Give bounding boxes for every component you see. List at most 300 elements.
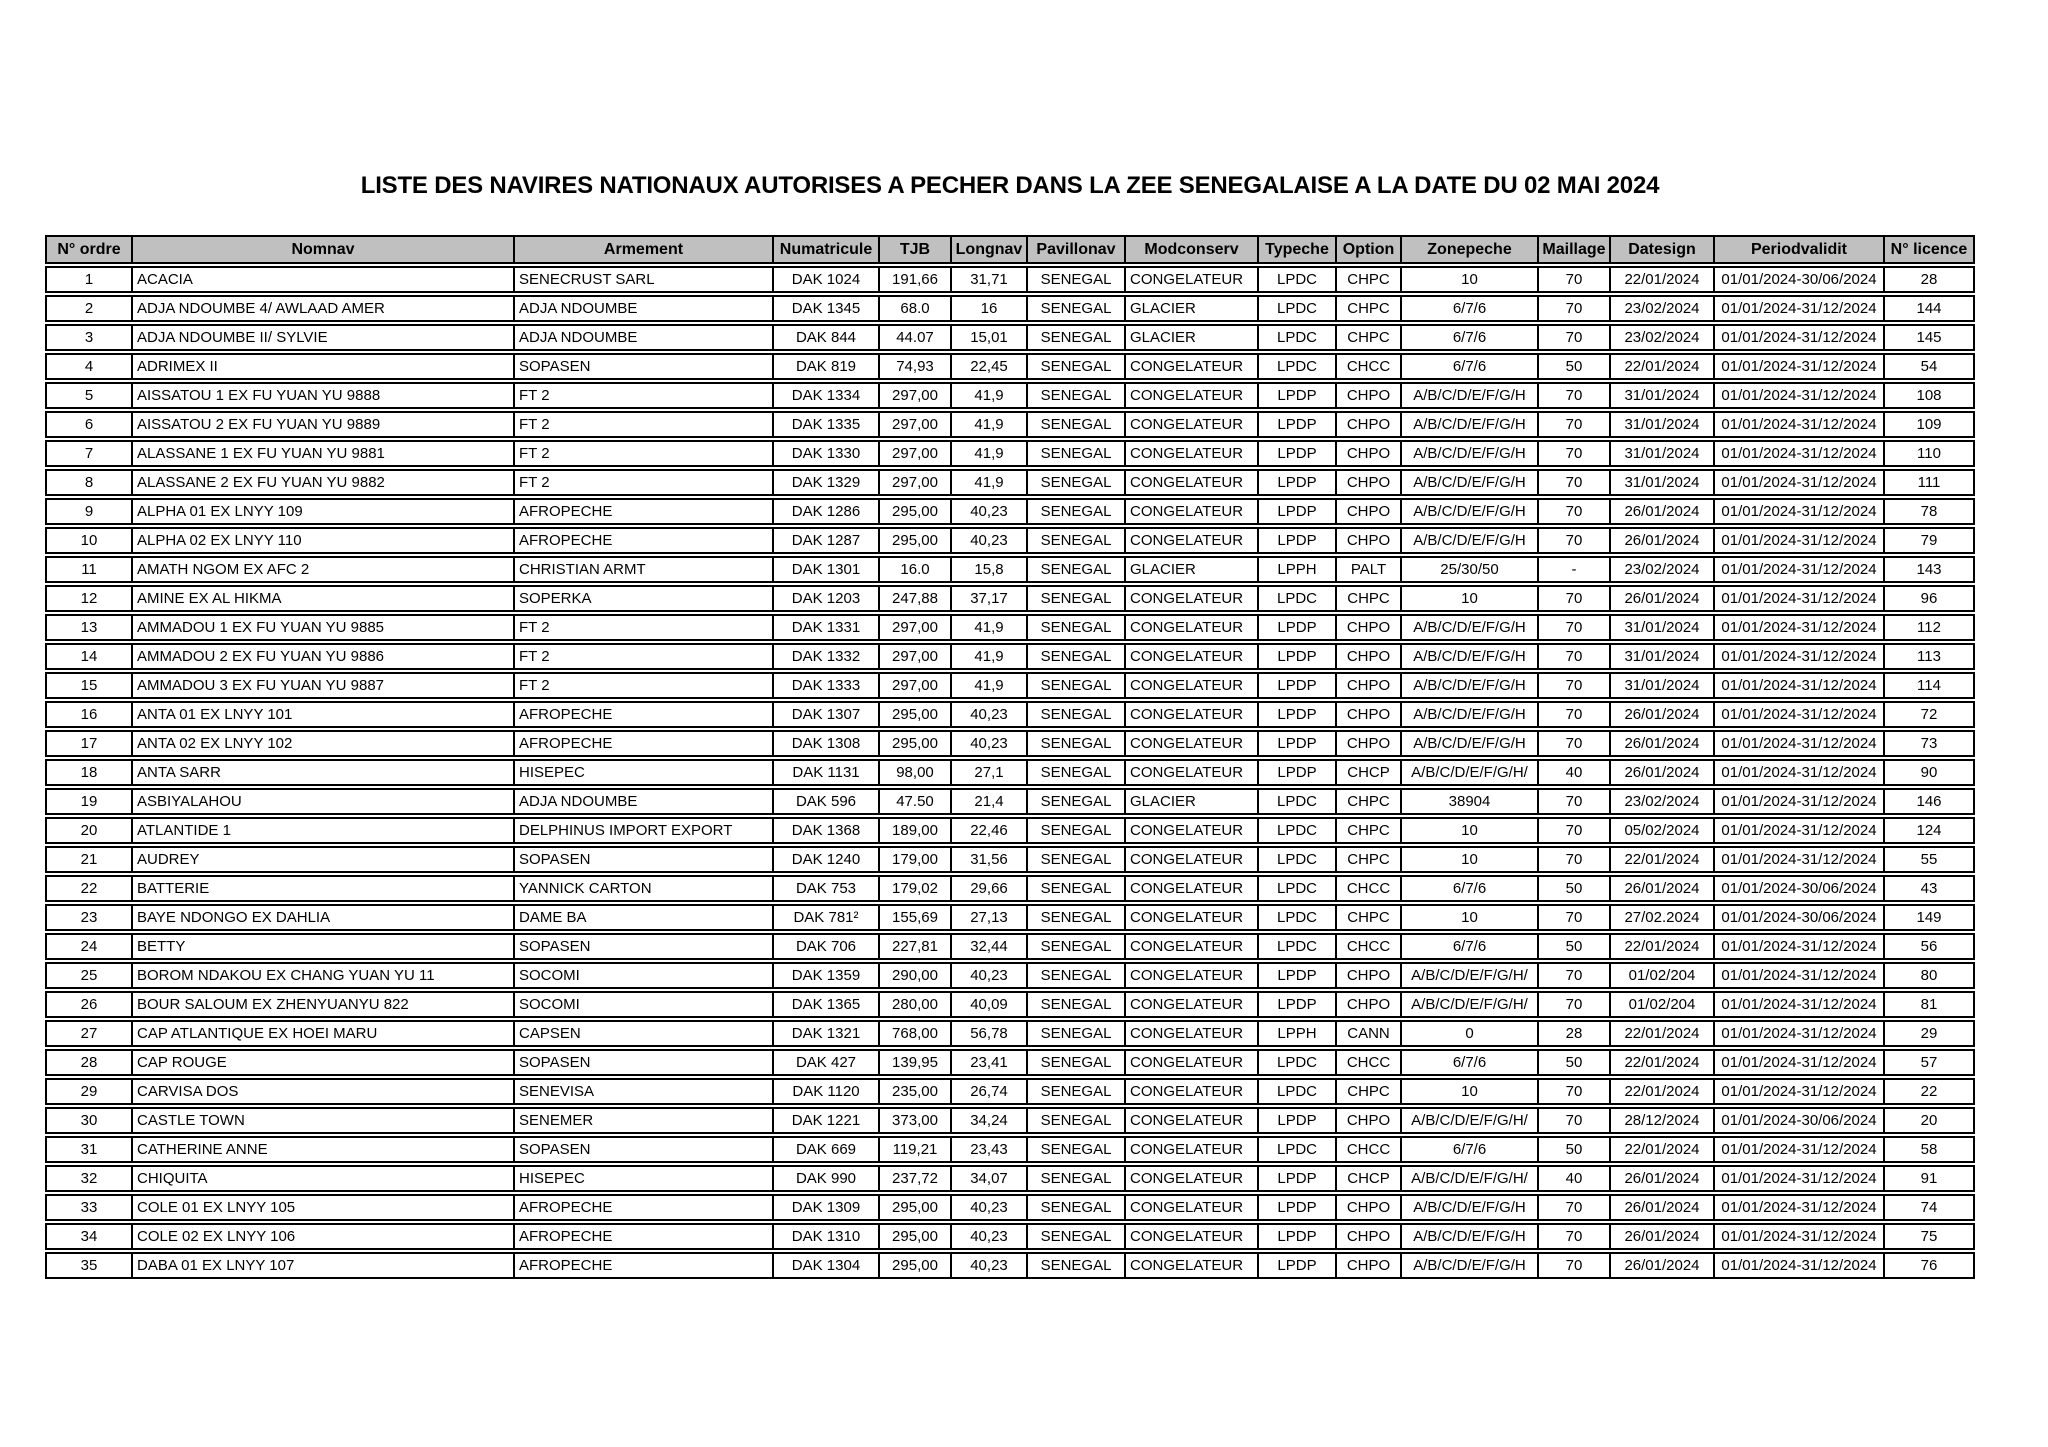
cell-datesign: 23/02/2024 <box>1610 788 1714 815</box>
cell-maillage: 40 <box>1538 1165 1610 1192</box>
cell-nomnav: ATLANTIDE 1 <box>132 817 514 844</box>
cell-modconserv: CONGELATEUR <box>1125 440 1258 467</box>
cell-datesign: 01/02/204 <box>1610 991 1714 1018</box>
cell-typeche: LPDP <box>1258 759 1336 786</box>
cell-pavillonav: SENEGAL <box>1027 353 1125 380</box>
cell-periodvalidit: 01/01/2024-31/12/2024 <box>1714 556 1884 583</box>
cell-licence: 90 <box>1884 759 1975 786</box>
cell-maillage: 70 <box>1538 788 1610 815</box>
cell-zonepeche: A/B/C/D/E/F/G/H <box>1401 643 1538 670</box>
cell-datesign: 26/01/2024 <box>1610 1194 1714 1221</box>
cell-ordre: 22 <box>45 875 132 902</box>
cell-option: CHCP <box>1336 759 1401 786</box>
cell-longnav: 40,23 <box>951 1194 1027 1221</box>
cell-ordre: 35 <box>45 1252 132 1279</box>
cell-modconserv: CONGELATEUR <box>1125 875 1258 902</box>
cell-typeche: LPDC <box>1258 585 1336 612</box>
cell-numatricule: DAK 1131 <box>773 759 879 786</box>
cell-tjb: 297,00 <box>879 643 951 670</box>
cell-ordre: 3 <box>45 324 132 351</box>
cell-ordre: 26 <box>45 991 132 1018</box>
cell-longnav: 34,07 <box>951 1165 1027 1192</box>
cell-typeche: LPDC <box>1258 933 1336 960</box>
cell-periodvalidit: 01/01/2024-31/12/2024 <box>1714 1078 1884 1105</box>
cell-longnav: 37,17 <box>951 585 1027 612</box>
cell-modconserv: CONGELATEUR <box>1125 1252 1258 1279</box>
cell-periodvalidit: 01/01/2024-31/12/2024 <box>1714 1194 1884 1221</box>
cell-modconserv: CONGELATEUR <box>1125 962 1258 989</box>
cell-pavillonav: SENEGAL <box>1027 266 1125 293</box>
cell-option: CHPC <box>1336 295 1401 322</box>
cell-armement: FT 2 <box>514 643 773 670</box>
cell-modconserv: CONGELATEUR <box>1125 643 1258 670</box>
cell-maillage: 70 <box>1538 1223 1610 1250</box>
cell-licence: 110 <box>1884 440 1975 467</box>
cell-armement: ADJA NDOUMBE <box>514 788 773 815</box>
column-header-maillage: Maillage <box>1538 235 1610 264</box>
cell-licence: 109 <box>1884 411 1975 438</box>
cell-armement: FT 2 <box>514 382 773 409</box>
table-row <box>45 1136 1975 1163</box>
cell-maillage: 70 <box>1538 440 1610 467</box>
cell-maillage: 40 <box>1538 759 1610 786</box>
cell-numatricule: DAK 1240 <box>773 846 879 873</box>
table-header <box>45 235 1975 264</box>
cell-longnav: 23,41 <box>951 1049 1027 1076</box>
cell-datesign: 23/02/2024 <box>1610 295 1714 322</box>
cell-longnav: 41,9 <box>951 469 1027 496</box>
cell-numatricule: DAK 1329 <box>773 469 879 496</box>
table-row <box>45 295 1975 322</box>
table-row <box>45 440 1975 467</box>
cell-nomnav: ACACIA <box>132 266 514 293</box>
cell-typeche: LPDP <box>1258 1252 1336 1279</box>
cell-licence: 108 <box>1884 382 1975 409</box>
column-header-ordre: N° ordre <box>45 235 132 264</box>
cell-nomnav: BETTY <box>132 933 514 960</box>
cell-numatricule: DAK 781² <box>773 904 879 931</box>
cell-typeche: LPDP <box>1258 643 1336 670</box>
table-row <box>45 1194 1975 1221</box>
cell-typeche: LPDP <box>1258 962 1336 989</box>
cell-modconserv: GLACIER <box>1125 556 1258 583</box>
cell-option: CHPC <box>1336 266 1401 293</box>
cell-typeche: LPDC <box>1258 904 1336 931</box>
cell-periodvalidit: 01/01/2024-30/06/2024 <box>1714 904 1884 931</box>
cell-modconserv: CONGELATEUR <box>1125 1107 1258 1134</box>
cell-licence: 58 <box>1884 1136 1975 1163</box>
table-row <box>45 1107 1975 1134</box>
cell-modconserv: CONGELATEUR <box>1125 498 1258 525</box>
cell-tjb: 295,00 <box>879 1194 951 1221</box>
cell-ordre: 6 <box>45 411 132 438</box>
cell-licence: 54 <box>1884 353 1975 380</box>
cell-typeche: LPDP <box>1258 1194 1336 1221</box>
cell-periodvalidit: 01/01/2024-31/12/2024 <box>1714 324 1884 351</box>
cell-typeche: LPDP <box>1258 498 1336 525</box>
header-row <box>45 235 1975 264</box>
cell-maillage: 70 <box>1538 1078 1610 1105</box>
cell-armement: SENECRUST SARL <box>514 266 773 293</box>
cell-numatricule: DAK 1330 <box>773 440 879 467</box>
cell-periodvalidit: 01/01/2024-31/12/2024 <box>1714 1136 1884 1163</box>
cell-armement: SOPASEN <box>514 353 773 380</box>
cell-nomnav: AMATH NGOM EX AFC 2 <box>132 556 514 583</box>
cell-maillage: 50 <box>1538 933 1610 960</box>
cell-modconserv: CONGELATEUR <box>1125 1020 1258 1047</box>
cell-periodvalidit: 01/01/2024-31/12/2024 <box>1714 846 1884 873</box>
cell-tjb: 297,00 <box>879 440 951 467</box>
cell-modconserv: CONGELATEUR <box>1125 1136 1258 1163</box>
cell-tjb: 98,00 <box>879 759 951 786</box>
table-row <box>45 1078 1975 1105</box>
cell-modconserv: CONGELATEUR <box>1125 614 1258 641</box>
table-row <box>45 933 1975 960</box>
cell-licence: 76 <box>1884 1252 1975 1279</box>
cell-pavillonav: SENEGAL <box>1027 904 1125 931</box>
cell-periodvalidit: 01/01/2024-31/12/2024 <box>1714 788 1884 815</box>
cell-option: CHPO <box>1336 469 1401 496</box>
cell-modconserv: CONGELATEUR <box>1125 527 1258 554</box>
cell-zonepeche: A/B/C/D/E/F/G/H <box>1401 1252 1538 1279</box>
cell-armement: SOPERKA <box>514 585 773 612</box>
cell-option: CHPO <box>1336 382 1401 409</box>
cell-typeche: LPDP <box>1258 730 1336 757</box>
cell-typeche: LPDC <box>1258 324 1336 351</box>
cell-numatricule: DAK 1203 <box>773 585 879 612</box>
cell-armement: CAPSEN <box>514 1020 773 1047</box>
cell-periodvalidit: 01/01/2024-31/12/2024 <box>1714 411 1884 438</box>
cell-numatricule: DAK 990 <box>773 1165 879 1192</box>
cell-nomnav: ANTA 01 EX LNYY 101 <box>132 701 514 728</box>
cell-typeche: LPDP <box>1258 991 1336 1018</box>
cell-option: PALT <box>1336 556 1401 583</box>
cell-licence: 143 <box>1884 556 1975 583</box>
cell-periodvalidit: 01/01/2024-31/12/2024 <box>1714 962 1884 989</box>
cell-periodvalidit: 01/01/2024-31/12/2024 <box>1714 469 1884 496</box>
cell-licence: 72 <box>1884 701 1975 728</box>
cell-zonepeche: A/B/C/D/E/F/G/H <box>1401 701 1538 728</box>
cell-option: CHCC <box>1336 1136 1401 1163</box>
cell-option: CHPO <box>1336 730 1401 757</box>
cell-typeche: LPDC <box>1258 817 1336 844</box>
cell-licence: 113 <box>1884 643 1975 670</box>
cell-numatricule: DAK 819 <box>773 353 879 380</box>
cell-modconserv: CONGELATEUR <box>1125 1194 1258 1221</box>
cell-option: CHPC <box>1336 817 1401 844</box>
cell-licence: 81 <box>1884 991 1975 1018</box>
cell-datesign: 26/01/2024 <box>1610 585 1714 612</box>
cell-armement: DELPHINUS IMPORT EXPORT <box>514 817 773 844</box>
cell-longnav: 41,9 <box>951 672 1027 699</box>
cell-nomnav: ADJA NDOUMBE 4/ AWLAAD AMER <box>132 295 514 322</box>
cell-datesign: 26/01/2024 <box>1610 701 1714 728</box>
cell-modconserv: CONGELATEUR <box>1125 1049 1258 1076</box>
column-header-modconserv: Modconserv <box>1125 235 1258 264</box>
cell-nomnav: BOROM NDAKOU EX CHANG YUAN YU 11 <box>132 962 514 989</box>
cell-ordre: 17 <box>45 730 132 757</box>
cell-periodvalidit: 01/01/2024-31/12/2024 <box>1714 817 1884 844</box>
cell-maillage: 50 <box>1538 353 1610 380</box>
cell-option: CHPO <box>1336 498 1401 525</box>
cell-periodvalidit: 01/01/2024-31/12/2024 <box>1714 1223 1884 1250</box>
cell-pavillonav: SENEGAL <box>1027 411 1125 438</box>
cell-option: CHPO <box>1336 1194 1401 1221</box>
cell-longnav: 40,23 <box>951 962 1027 989</box>
cell-ordre: 14 <box>45 643 132 670</box>
cell-nomnav: ANTA SARR <box>132 759 514 786</box>
cell-longnav: 40,23 <box>951 1223 1027 1250</box>
cell-datesign: 26/01/2024 <box>1610 1252 1714 1279</box>
cell-longnav: 32,44 <box>951 933 1027 960</box>
cell-datesign: 26/01/2024 <box>1610 527 1714 554</box>
table-row <box>45 846 1975 873</box>
cell-pavillonav: SENEGAL <box>1027 1020 1125 1047</box>
table-row <box>45 1252 1975 1279</box>
cell-modconserv: GLACIER <box>1125 324 1258 351</box>
cell-nomnav: CAP ATLANTIQUE EX HOEI MARU <box>132 1020 514 1047</box>
cell-licence: 144 <box>1884 295 1975 322</box>
cell-nomnav: AMMADOU 1 EX FU YUAN YU 9885 <box>132 614 514 641</box>
column-header-nomnav: Nomnav <box>132 235 514 264</box>
cell-pavillonav: SENEGAL <box>1027 701 1125 728</box>
cell-periodvalidit: 01/01/2024-31/12/2024 <box>1714 643 1884 670</box>
cell-periodvalidit: 01/01/2024-31/12/2024 <box>1714 1165 1884 1192</box>
cell-option: CHPO <box>1336 614 1401 641</box>
cell-option: CHPC <box>1336 585 1401 612</box>
cell-modconserv: CONGELATEUR <box>1125 730 1258 757</box>
cell-ordre: 5 <box>45 382 132 409</box>
table-row <box>45 817 1975 844</box>
cell-longnav: 31,56 <box>951 846 1027 873</box>
cell-longnav: 40,23 <box>951 701 1027 728</box>
cell-maillage: 70 <box>1538 382 1610 409</box>
cell-longnav: 15,8 <box>951 556 1027 583</box>
cell-numatricule: DAK 1334 <box>773 382 879 409</box>
cell-longnav: 40,09 <box>951 991 1027 1018</box>
cell-datesign: 26/01/2024 <box>1610 730 1714 757</box>
table-row <box>45 1165 1975 1192</box>
cell-ordre: 20 <box>45 817 132 844</box>
cell-option: CHPO <box>1336 643 1401 670</box>
table-body <box>45 266 1975 1279</box>
cell-licence: 43 <box>1884 875 1975 902</box>
cell-maillage: 70 <box>1538 614 1610 641</box>
cell-licence: 112 <box>1884 614 1975 641</box>
cell-maillage: 70 <box>1538 1107 1610 1134</box>
cell-datesign: 31/01/2024 <box>1610 614 1714 641</box>
cell-datesign: 27/02.2024 <box>1610 904 1714 931</box>
cell-typeche: LPDC <box>1258 788 1336 815</box>
cell-option: CHPO <box>1336 962 1401 989</box>
cell-maillage: 70 <box>1538 643 1610 670</box>
cell-typeche: LPPH <box>1258 556 1336 583</box>
cell-modconserv: CONGELATEUR <box>1125 411 1258 438</box>
cell-licence: 114 <box>1884 672 1975 699</box>
cell-option: CHPO <box>1336 672 1401 699</box>
cell-modconserv: CONGELATEUR <box>1125 759 1258 786</box>
cell-longnav: 41,9 <box>951 440 1027 467</box>
cell-typeche: LPDP <box>1258 1223 1336 1250</box>
cell-longnav: 56,78 <box>951 1020 1027 1047</box>
cell-licence: 75 <box>1884 1223 1975 1250</box>
cell-longnav: 21,4 <box>951 788 1027 815</box>
cell-armement: CHRISTIAN ARMT <box>514 556 773 583</box>
cell-periodvalidit: 01/01/2024-31/12/2024 <box>1714 527 1884 554</box>
cell-periodvalidit: 01/01/2024-30/06/2024 <box>1714 875 1884 902</box>
table-row <box>45 527 1975 554</box>
cell-zonepeche: 10 <box>1401 585 1538 612</box>
table-row <box>45 498 1975 525</box>
cell-periodvalidit: 01/01/2024-31/12/2024 <box>1714 1020 1884 1047</box>
cell-armement: HISEPEC <box>514 1165 773 1192</box>
column-header-datesign: Datesign <box>1610 235 1714 264</box>
cell-numatricule: DAK 1332 <box>773 643 879 670</box>
cell-nomnav: AUDREY <box>132 846 514 873</box>
cell-pavillonav: SENEGAL <box>1027 730 1125 757</box>
cell-longnav: 16 <box>951 295 1027 322</box>
cell-numatricule: DAK 1301 <box>773 556 879 583</box>
cell-datesign: 26/01/2024 <box>1610 875 1714 902</box>
cell-nomnav: BATTERIE <box>132 875 514 902</box>
table-row <box>45 382 1975 409</box>
cell-ordre: 31 <box>45 1136 132 1163</box>
cell-numatricule: DAK 1365 <box>773 991 879 1018</box>
cell-armement: SOCOMI <box>514 962 773 989</box>
cell-zonepeche: 6/7/6 <box>1401 295 1538 322</box>
cell-option: CHPO <box>1336 1223 1401 1250</box>
cell-tjb: 297,00 <box>879 382 951 409</box>
cell-periodvalidit: 01/01/2024-31/12/2024 <box>1714 614 1884 641</box>
cell-armement: HISEPEC <box>514 759 773 786</box>
cell-zonepeche: 10 <box>1401 817 1538 844</box>
cell-zonepeche: 10 <box>1401 266 1538 293</box>
cell-nomnav: DABA 01 EX LNYY 107 <box>132 1252 514 1279</box>
cell-typeche: LPDC <box>1258 1049 1336 1076</box>
cell-longnav: 26,74 <box>951 1078 1027 1105</box>
cell-armement: AFROPECHE <box>514 1223 773 1250</box>
cell-nomnav: COLE 01 EX LNYY 105 <box>132 1194 514 1221</box>
cell-maillage: 70 <box>1538 672 1610 699</box>
cell-pavillonav: SENEGAL <box>1027 759 1125 786</box>
cell-armement: FT 2 <box>514 469 773 496</box>
cell-datesign: 31/01/2024 <box>1610 469 1714 496</box>
cell-periodvalidit: 01/01/2024-31/12/2024 <box>1714 498 1884 525</box>
cell-typeche: LPDP <box>1258 469 1336 496</box>
cell-typeche: LPDC <box>1258 1136 1336 1163</box>
cell-datesign: 22/01/2024 <box>1610 266 1714 293</box>
cell-tjb: 179,00 <box>879 846 951 873</box>
cell-armement: FT 2 <box>514 672 773 699</box>
cell-modconserv: CONGELATEUR <box>1125 991 1258 1018</box>
cell-typeche: LPPH <box>1258 1020 1336 1047</box>
cell-ordre: 32 <box>45 1165 132 1192</box>
cell-periodvalidit: 01/01/2024-31/12/2024 <box>1714 1049 1884 1076</box>
cell-nomnav: ADRIMEX II <box>132 353 514 380</box>
cell-tjb: 235,00 <box>879 1078 951 1105</box>
cell-longnav: 40,23 <box>951 498 1027 525</box>
cell-numatricule: DAK 1359 <box>773 962 879 989</box>
cell-periodvalidit: 01/01/2024-31/12/2024 <box>1714 991 1884 1018</box>
cell-licence: 111 <box>1884 469 1975 496</box>
cell-datesign: 26/01/2024 <box>1610 498 1714 525</box>
cell-datesign: 26/01/2024 <box>1610 1165 1714 1192</box>
cell-pavillonav: SENEGAL <box>1027 1107 1125 1134</box>
cell-periodvalidit: 01/01/2024-31/12/2024 <box>1714 730 1884 757</box>
cell-datesign: 31/01/2024 <box>1610 643 1714 670</box>
cell-licence: 28 <box>1884 266 1975 293</box>
cell-armement: AFROPECHE <box>514 527 773 554</box>
table-row <box>45 962 1975 989</box>
cell-numatricule: DAK 1368 <box>773 817 879 844</box>
cell-ordre: 10 <box>45 527 132 554</box>
cell-zonepeche: A/B/C/D/E/F/G/H <box>1401 672 1538 699</box>
cell-licence: 57 <box>1884 1049 1975 1076</box>
cell-zonepeche: A/B/C/D/E/F/G/H/ <box>1401 759 1538 786</box>
cell-armement: AFROPECHE <box>514 1194 773 1221</box>
cell-pavillonav: SENEGAL <box>1027 1049 1125 1076</box>
cell-licence: 20 <box>1884 1107 1975 1134</box>
cell-periodvalidit: 01/01/2024-30/06/2024 <box>1714 266 1884 293</box>
cell-tjb: 295,00 <box>879 701 951 728</box>
cell-ordre: 4 <box>45 353 132 380</box>
cell-licence: 96 <box>1884 585 1975 612</box>
cell-zonepeche: A/B/C/D/E/F/G/H/ <box>1401 991 1538 1018</box>
cell-modconserv: GLACIER <box>1125 788 1258 815</box>
cell-periodvalidit: 01/01/2024-31/12/2024 <box>1714 295 1884 322</box>
cell-licence: 56 <box>1884 933 1975 960</box>
cell-tjb: 247,88 <box>879 585 951 612</box>
column-header-armement: Armement <box>514 235 773 264</box>
cell-maillage: 70 <box>1538 817 1610 844</box>
cell-tjb: 191,66 <box>879 266 951 293</box>
cell-licence: 145 <box>1884 324 1975 351</box>
cell-zonepeche: A/B/C/D/E/F/G/H <box>1401 469 1538 496</box>
cell-pavillonav: SENEGAL <box>1027 643 1125 670</box>
cell-ordre: 25 <box>45 962 132 989</box>
cell-ordre: 1 <box>45 266 132 293</box>
cell-zonepeche: A/B/C/D/E/F/G/H <box>1401 527 1538 554</box>
cell-option: CHPO <box>1336 701 1401 728</box>
table-row <box>45 1223 1975 1250</box>
cell-armement: AFROPECHE <box>514 730 773 757</box>
cell-tjb: 16.0 <box>879 556 951 583</box>
cell-periodvalidit: 01/01/2024-31/12/2024 <box>1714 1252 1884 1279</box>
column-header-zonepeche: Zonepeche <box>1401 235 1538 264</box>
cell-longnav: 27,13 <box>951 904 1027 931</box>
cell-nomnav: ALASSANE 2 EX FU YUAN YU 9882 <box>132 469 514 496</box>
cell-pavillonav: SENEGAL <box>1027 585 1125 612</box>
cell-numatricule: DAK 1345 <box>773 295 879 322</box>
cell-longnav: 27,1 <box>951 759 1027 786</box>
table-row <box>45 585 1975 612</box>
cell-numatricule: DAK 1331 <box>773 614 879 641</box>
cell-typeche: LPDP <box>1258 440 1336 467</box>
cell-maillage: 28 <box>1538 1020 1610 1047</box>
cell-numatricule: DAK 1120 <box>773 1078 879 1105</box>
cell-pavillonav: SENEGAL <box>1027 382 1125 409</box>
cell-tjb: 179,02 <box>879 875 951 902</box>
cell-licence: 22 <box>1884 1078 1975 1105</box>
cell-ordre: 34 <box>45 1223 132 1250</box>
cell-pavillonav: SENEGAL <box>1027 1223 1125 1250</box>
cell-longnav: 31,71 <box>951 266 1027 293</box>
cell-zonepeche: 6/7/6 <box>1401 1136 1538 1163</box>
cell-maillage: 70 <box>1538 1194 1610 1221</box>
cell-periodvalidit: 01/01/2024-31/12/2024 <box>1714 440 1884 467</box>
cell-zonepeche: A/B/C/D/E/F/G/H <box>1401 440 1538 467</box>
cell-ordre: 13 <box>45 614 132 641</box>
